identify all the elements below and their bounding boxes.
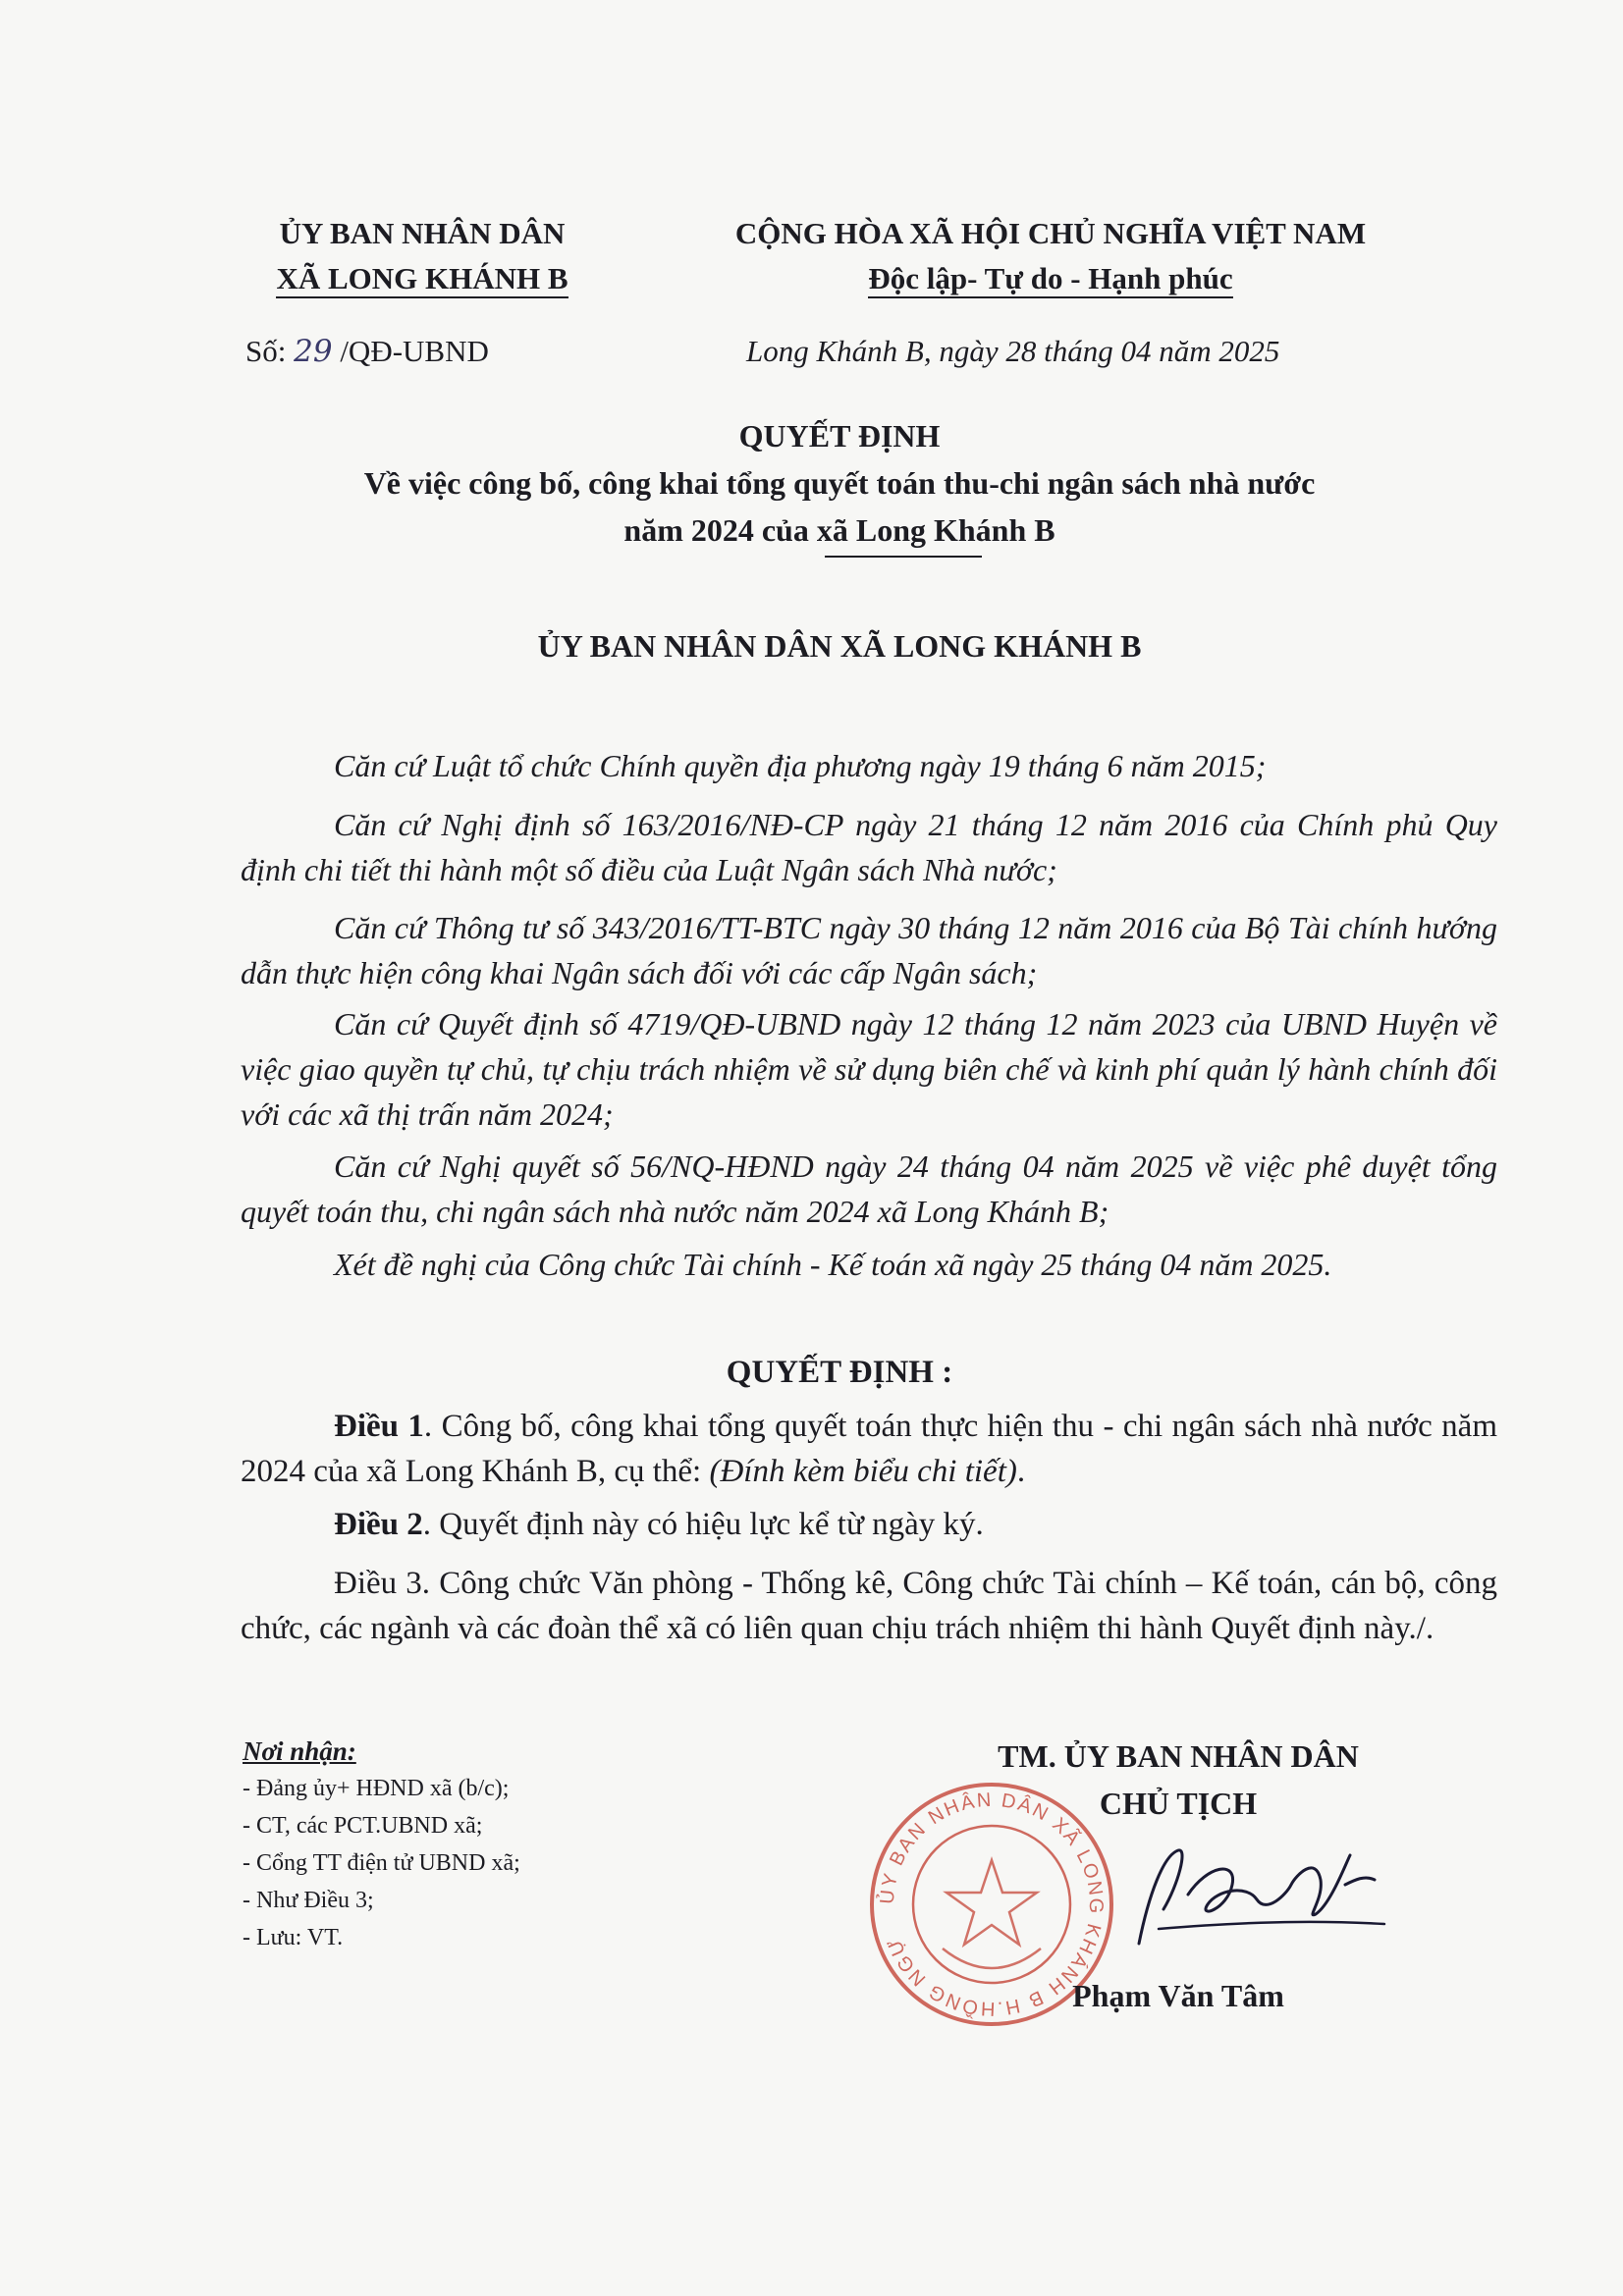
title-divider xyxy=(825,556,982,558)
basis-5: Căn cứ Nghị quyết số 56/NQ-HĐND ngày 24 tháng 04 năm 2025 về việc phê duyệt tổng quyết toán thu, chi ngân sách nhà nước năm 2024 xã Long Khánh B; xyxy=(241,1148,1497,1229)
signer-name: Phạm Văn Tâm xyxy=(1072,1978,1284,2013)
recipients-heading: Nơi nhận: xyxy=(243,1736,356,1766)
agency-line-2: XÃ LONG KHÁNH B xyxy=(276,261,568,298)
national-motto xyxy=(648,211,1453,301)
basis-2: Căn cứ Nghị định số 163/2016/NĐ-CP ngày 21 tháng 12 năm 2016 của Chính phủ Quy định chi tiết thi hành một số điều của Luật Ngân sách Nhà nước; xyxy=(241,807,1497,887)
svg-text:ỦY BAN NHÂN DÂN XÃ LONG KHÁNH: ỦY BAN NHÂN DÂN XÃ LONG KHÁNH B H.HỒNG NGỰ xyxy=(876,1789,1108,2020)
issuing-agency xyxy=(226,211,619,301)
doc-number-suffix: /QĐ-UBND xyxy=(340,334,489,368)
country-name: CỘNG HÒA XÃ HỘI CHỦ NGHĨA VIỆT NAM xyxy=(734,216,1367,250)
recipients-list xyxy=(243,1733,520,1956)
agency-line-1: ỦY BAN NHÂN DÂN xyxy=(279,216,566,250)
document-number xyxy=(245,334,489,369)
basis-3: Căn cứ Thông tư số 343/2016/TT-BTC ngày 30 tháng 12 năm 2016 của Bộ Tài chính hướng dẫn thực hiện công khai Ngân sách đối với các cấp Ngân sách; xyxy=(241,910,1497,990)
decision-heading: QUYẾT ĐỊNH : xyxy=(726,1355,953,1390)
title-sub-1: Về việc công bố, công khai tổng quyết toán thu-chi ngân sách nhà nước xyxy=(363,465,1316,501)
sign-title-2: CHỦ TỊCH xyxy=(1099,1786,1258,1821)
issue-date: Long Khánh B, ngày 28 tháng 04 năm 2025 xyxy=(746,334,1280,368)
motto: Độc lập- Tự do - Hạnh phúc xyxy=(868,261,1232,298)
issuer-heading: ỦY BAN NHÂN DÂN XÃ LONG KHÁNH B xyxy=(537,628,1142,664)
recipient-item: - Đảng ủy+ HĐND xã (b/c); xyxy=(243,1776,510,1801)
sign-title-1: TM. ỦY BAN NHÂN DÂN xyxy=(998,1738,1359,1774)
title-sub-2: năm 2024 của xã Long Khánh B xyxy=(623,512,1055,548)
article-2: Điều 2. Quyết định này có hiệu lực kể từ ngày ký. xyxy=(334,1507,984,1542)
title-main: QUYẾT ĐỊNH xyxy=(738,418,941,454)
recipient-item: - Như Điều 3; xyxy=(243,1888,374,1913)
basis-6: Xét đề nghị của Công chức Tài chính - Kế toán xã ngày 25 tháng 04 năm 2025. xyxy=(334,1247,1332,1282)
doc-number-prefix: Số: xyxy=(245,334,287,368)
article-1: Điều 1. Công bố, công khai tổng quyết toán thực hiện thu - chi ngân sách nhà nước năm 2024 của xã Long Khánh B, cụ thể: (Đính kèm biểu chi tiết). xyxy=(241,1409,1497,1489)
recipient-item: - Lưu: VT. xyxy=(243,1925,344,1950)
recipient-item: - CT, các PCT.UBND xã; xyxy=(243,1813,483,1839)
article-3: Điều 3. Công chức Văn phòng - Thống kê, Công chức Tài chính – Kế toán, cán bộ, công chức, các ngành và các đoàn thể xã có liên quan chịu trách nhiệm thi hành Quyết định này./. xyxy=(241,1566,1497,1646)
recipient-item: - Cổng TT điện tử UBND xã; xyxy=(243,1850,520,1876)
basis-4: Căn cứ Quyết định số 4719/QĐ-UBND ngày 12 tháng 12 năm 2023 của UBND Huyện về việc giao quyền tự chủ, tự chịu trách nhiệm về sử dụng biên chế và kinh phí quản lý hành chính đối với các xã thị trấn năm 2024; xyxy=(241,1006,1497,1132)
basis-1: Căn cứ Luật tổ chức Chính quyền địa phương ngày 19 tháng 6 năm 2015; xyxy=(334,748,1267,783)
doc-number-handwritten: 29 xyxy=(294,334,333,369)
handwritten-signature-icon xyxy=(1119,1826,1394,1963)
document-title xyxy=(196,412,1483,554)
